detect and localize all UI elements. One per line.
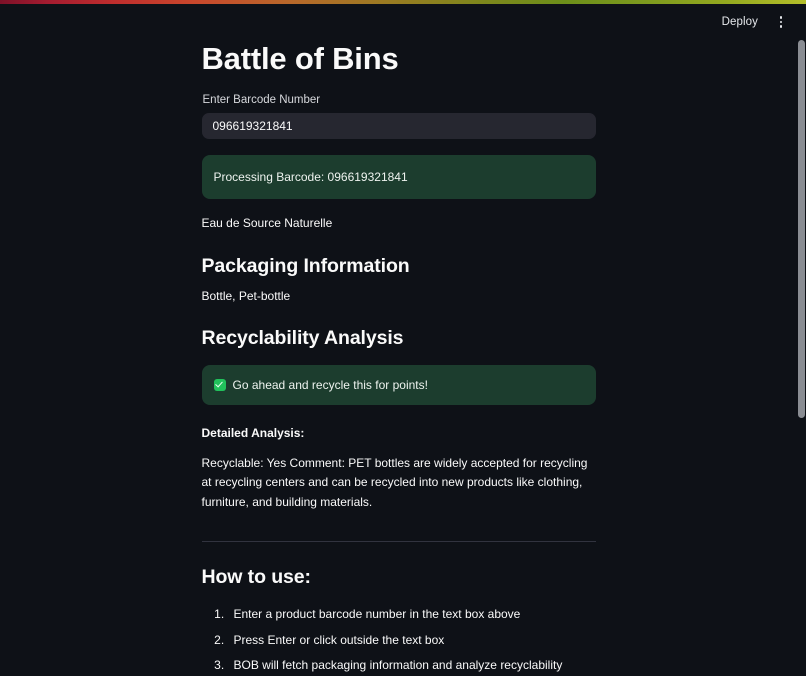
list-item: 3. BOB will fetch packaging information and analyze recyclability: [228, 656, 596, 675]
detailed-analysis-text: Recyclable: Yes Comment: PET bottles are widely accepted for recycling at recycling centers and can be recycled into new products like clothing, furniture, and building materials.: [201, 455, 588, 509]
list-item: 2. Press Enter or click outside the text box: [228, 631, 596, 650]
recyclability-analysis-heading: Recyclability Analysis: [201, 327, 404, 350]
list-item: 1. Enter a product barcode number in the text box above: [228, 605, 596, 624]
recyclability-verdict-text: Go ahead and recycle this for points!: [232, 377, 428, 392]
detailed-analysis-label: Detailed Analysis:: [201, 425, 305, 440]
processing-status-box: [202, 155, 596, 199]
deploy-button[interactable]: Deploy: [721, 16, 758, 28]
vertical-dots-icon[interactable]: [770, 11, 792, 33]
how-to-use-list: [202, 590, 596, 675]
how-to-use-heading: How to use:: [201, 565, 311, 588]
processing-status-text: Processing Barcode: 096619321841: [213, 170, 408, 185]
main-scroll-area: [0, 40, 797, 673]
recyclability-verdict-box: [202, 365, 596, 405]
page-title: Battle of Bins: [201, 41, 399, 76]
barcode-input-label: Enter Barcode Number: [202, 93, 321, 106]
scrollbar-thumb[interactable]: [798, 40, 805, 418]
packaging-information-heading: Packaging Information: [201, 254, 410, 277]
packaging-details: Bottle, Pet-bottle: [201, 288, 291, 303]
dot: [780, 25, 783, 28]
dot: [780, 21, 783, 24]
vertical-scrollbar[interactable]: [797, 40, 806, 504]
product-name: Eau de Source Naturelle: [201, 216, 333, 231]
barcode-input[interactable]: [202, 113, 596, 139]
dot: [780, 16, 783, 19]
top-gradient-bar: [0, 0, 806, 4]
app-header: [0, 4, 806, 40]
app-block-container: [202, 40, 596, 676]
check-mark-icon: [214, 379, 226, 391]
